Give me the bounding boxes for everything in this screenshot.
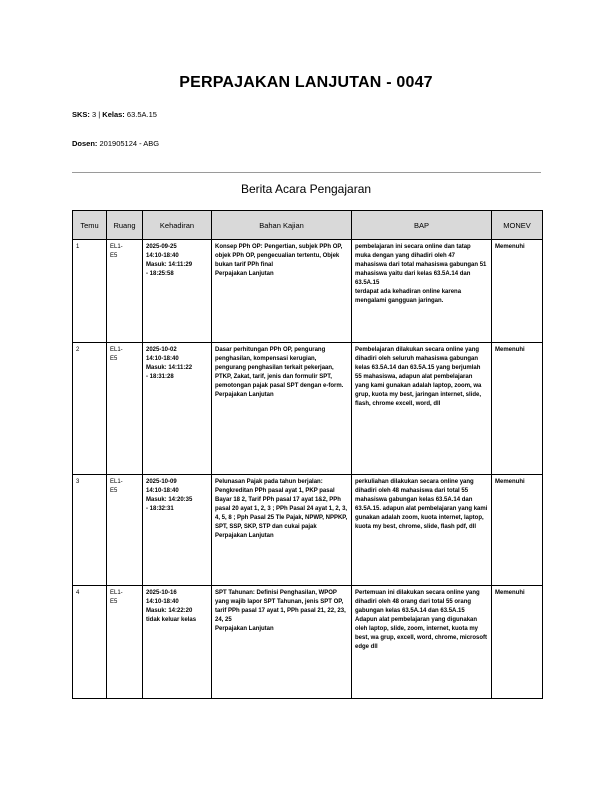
cell-monev: Memenuhi: [492, 586, 543, 699]
divider: [72, 172, 541, 173]
cell-bahan-kajian: SPT Tahunan: Definisi Penghasilan, WPOP yang wajib lapor SPT Tahunan, jenis SPT OP, tarif PPh pasal 17 ayat 1, PPh pasal 21, 22, 23, 24, 25 Perpajakan Lanjutan: [212, 586, 352, 699]
dosen-value: 201905124 - ABG: [97, 139, 160, 148]
cell-temu: 3: [73, 475, 107, 586]
cell-kehadiran: 2025-09-25 14:10-18:40 Masuk: 14:11:29 - 18:25:58: [143, 240, 212, 343]
lecturer-meta: [72, 139, 159, 148]
table-header-row: [73, 211, 543, 240]
cell-bahan-kajian: Dasar perhitungan PPh OP, pengurang penghasilan, kompensasi kerugian, pengurang penghasilan terkait pekerjaan, PTKP, Zakat, tarif, jenis dan formulir SPT, pemotongan pajak pasal SPT dengan e-form. Perpajakan Lanjutan: [212, 343, 352, 475]
cell-bap: pembelajaran ini secara online dan tatap muka dengan yang dihadiri oleh 47 mahasiswa dari total mahasiswa gabungan 51 mahasiswa yaitu dari kelas 63.5A.14 dan 63.5A.15 terdapat ada kehadiran online karena mengalami gangguan jaringan.: [352, 240, 492, 343]
cell-kehadiran: 2025-10-09 14:10-18:40 Masuk: 14:20:35 - 18:32:31: [143, 475, 212, 586]
cell-ruang: EL1- E5: [107, 343, 143, 475]
header-kehadiran: Kehadiran: [143, 211, 212, 240]
cell-ruang: EL1- E5: [107, 240, 143, 343]
section-title: Berita Acara Pengajaran: [240, 182, 372, 196]
cell-bap: perkuliahan dilakukan secara online yang dihadiri oleh 48 mahasiswa dari total 55 mahasiswa gabungan kelas 63.5A.14 dan 63.5A.15. adapun alat pembelajaran yang kami gunakan adalah zoom, kuota internet, laptop, kuota my best, chrome, slide, flash pdf, dll: [352, 475, 492, 586]
cell-monev: Memenuhi: [492, 343, 543, 475]
course-meta: [72, 110, 157, 119]
cell-bahan-kajian: Konsep PPh OP: Pengertian, subjek PPh OP, objek PPh OP, pengecualian tertentu, Objek bukan tarif PPh final Perpajakan Lanjutan: [212, 240, 352, 343]
header-monev: MONEV: [492, 211, 543, 240]
table-row: [73, 586, 543, 699]
table-row: [73, 475, 543, 586]
course-title: PERPAJAKAN LANJUTAN - 0047: [179, 74, 433, 91]
cell-monev: Memenuhi: [492, 475, 543, 586]
cell-temu: 1: [73, 240, 107, 343]
table-row: [73, 343, 543, 475]
dosen-label: Dosen:: [72, 139, 98, 148]
header-temu: Temu: [73, 211, 107, 240]
cell-kehadiran: 2025-10-02 14:10-18:40 Masuk: 14:11:22 - 18:31:28: [143, 343, 212, 475]
cell-ruang: EL1- E5: [107, 586, 143, 699]
cell-kehadiran: 2025-10-16 14:10-18:40 Masuk: 14:22:20 tidak keluar kelas: [143, 586, 212, 699]
kelas-value: 63.5A.15: [124, 110, 157, 119]
header-bahan-kajian: Bahan Kajian: [212, 211, 352, 240]
table-row: [73, 240, 543, 343]
kelas-label: Kelas:: [102, 110, 125, 119]
header-bap: BAP: [352, 211, 492, 240]
sks-label: SKS:: [72, 110, 90, 119]
cell-temu: 4: [73, 586, 107, 699]
bap-table: [72, 210, 543, 699]
cell-monev: Memenuhi: [492, 240, 543, 343]
cell-temu: 2: [73, 343, 107, 475]
cell-bap: Pembelajaran dilakukan secara online yang dihadiri oleh seluruh mahasiswa gabungan kelas 63.5A.14 dan 63.5A.15 yang berjumlah 55 mahasiswa, adapun alat pembelajaran yang kami gunakan adalah laptop, zoom, wa grup, kuota my best, jaringan internet, slide, flash, chrome excell, word, dll: [352, 343, 492, 475]
cell-ruang: EL1- E5: [107, 475, 143, 586]
header-ruang: Ruang: [107, 211, 143, 240]
cell-bahan-kajian: Pelunasan Pajak pada tahun berjalan: Pengkreditan PPh pasal ayat 1, PKP pasal Bayar 18 2, Tarif PPh pasal 17 ayat 1&2, PPh pasal 20 ayat 1, 2, 3 ; PPh Pasal 24 ayat 1, 2, 3, 4, 5, 8 ; Pph Pasal 25 Tle Pajak, NPWP, NPPKP, SPT, SSP, SKP, STP dan cukai pajak Perpajakan Lanjutan: [212, 475, 352, 586]
cell-bap: Pertemuan ini dilakukan secara online yang dihadiri oleh 48 orang dari total 55 orang gabungan kelas 63.5A.14 dan 63.5A.15 Adapun alat pembelajaran yang digunakan oleh laptop, slide, zoom, internet, kuota my best, wa grup, excell, word, chrome, microsoft edge dll: [352, 586, 492, 699]
sks-value: 3 |: [89, 110, 103, 119]
